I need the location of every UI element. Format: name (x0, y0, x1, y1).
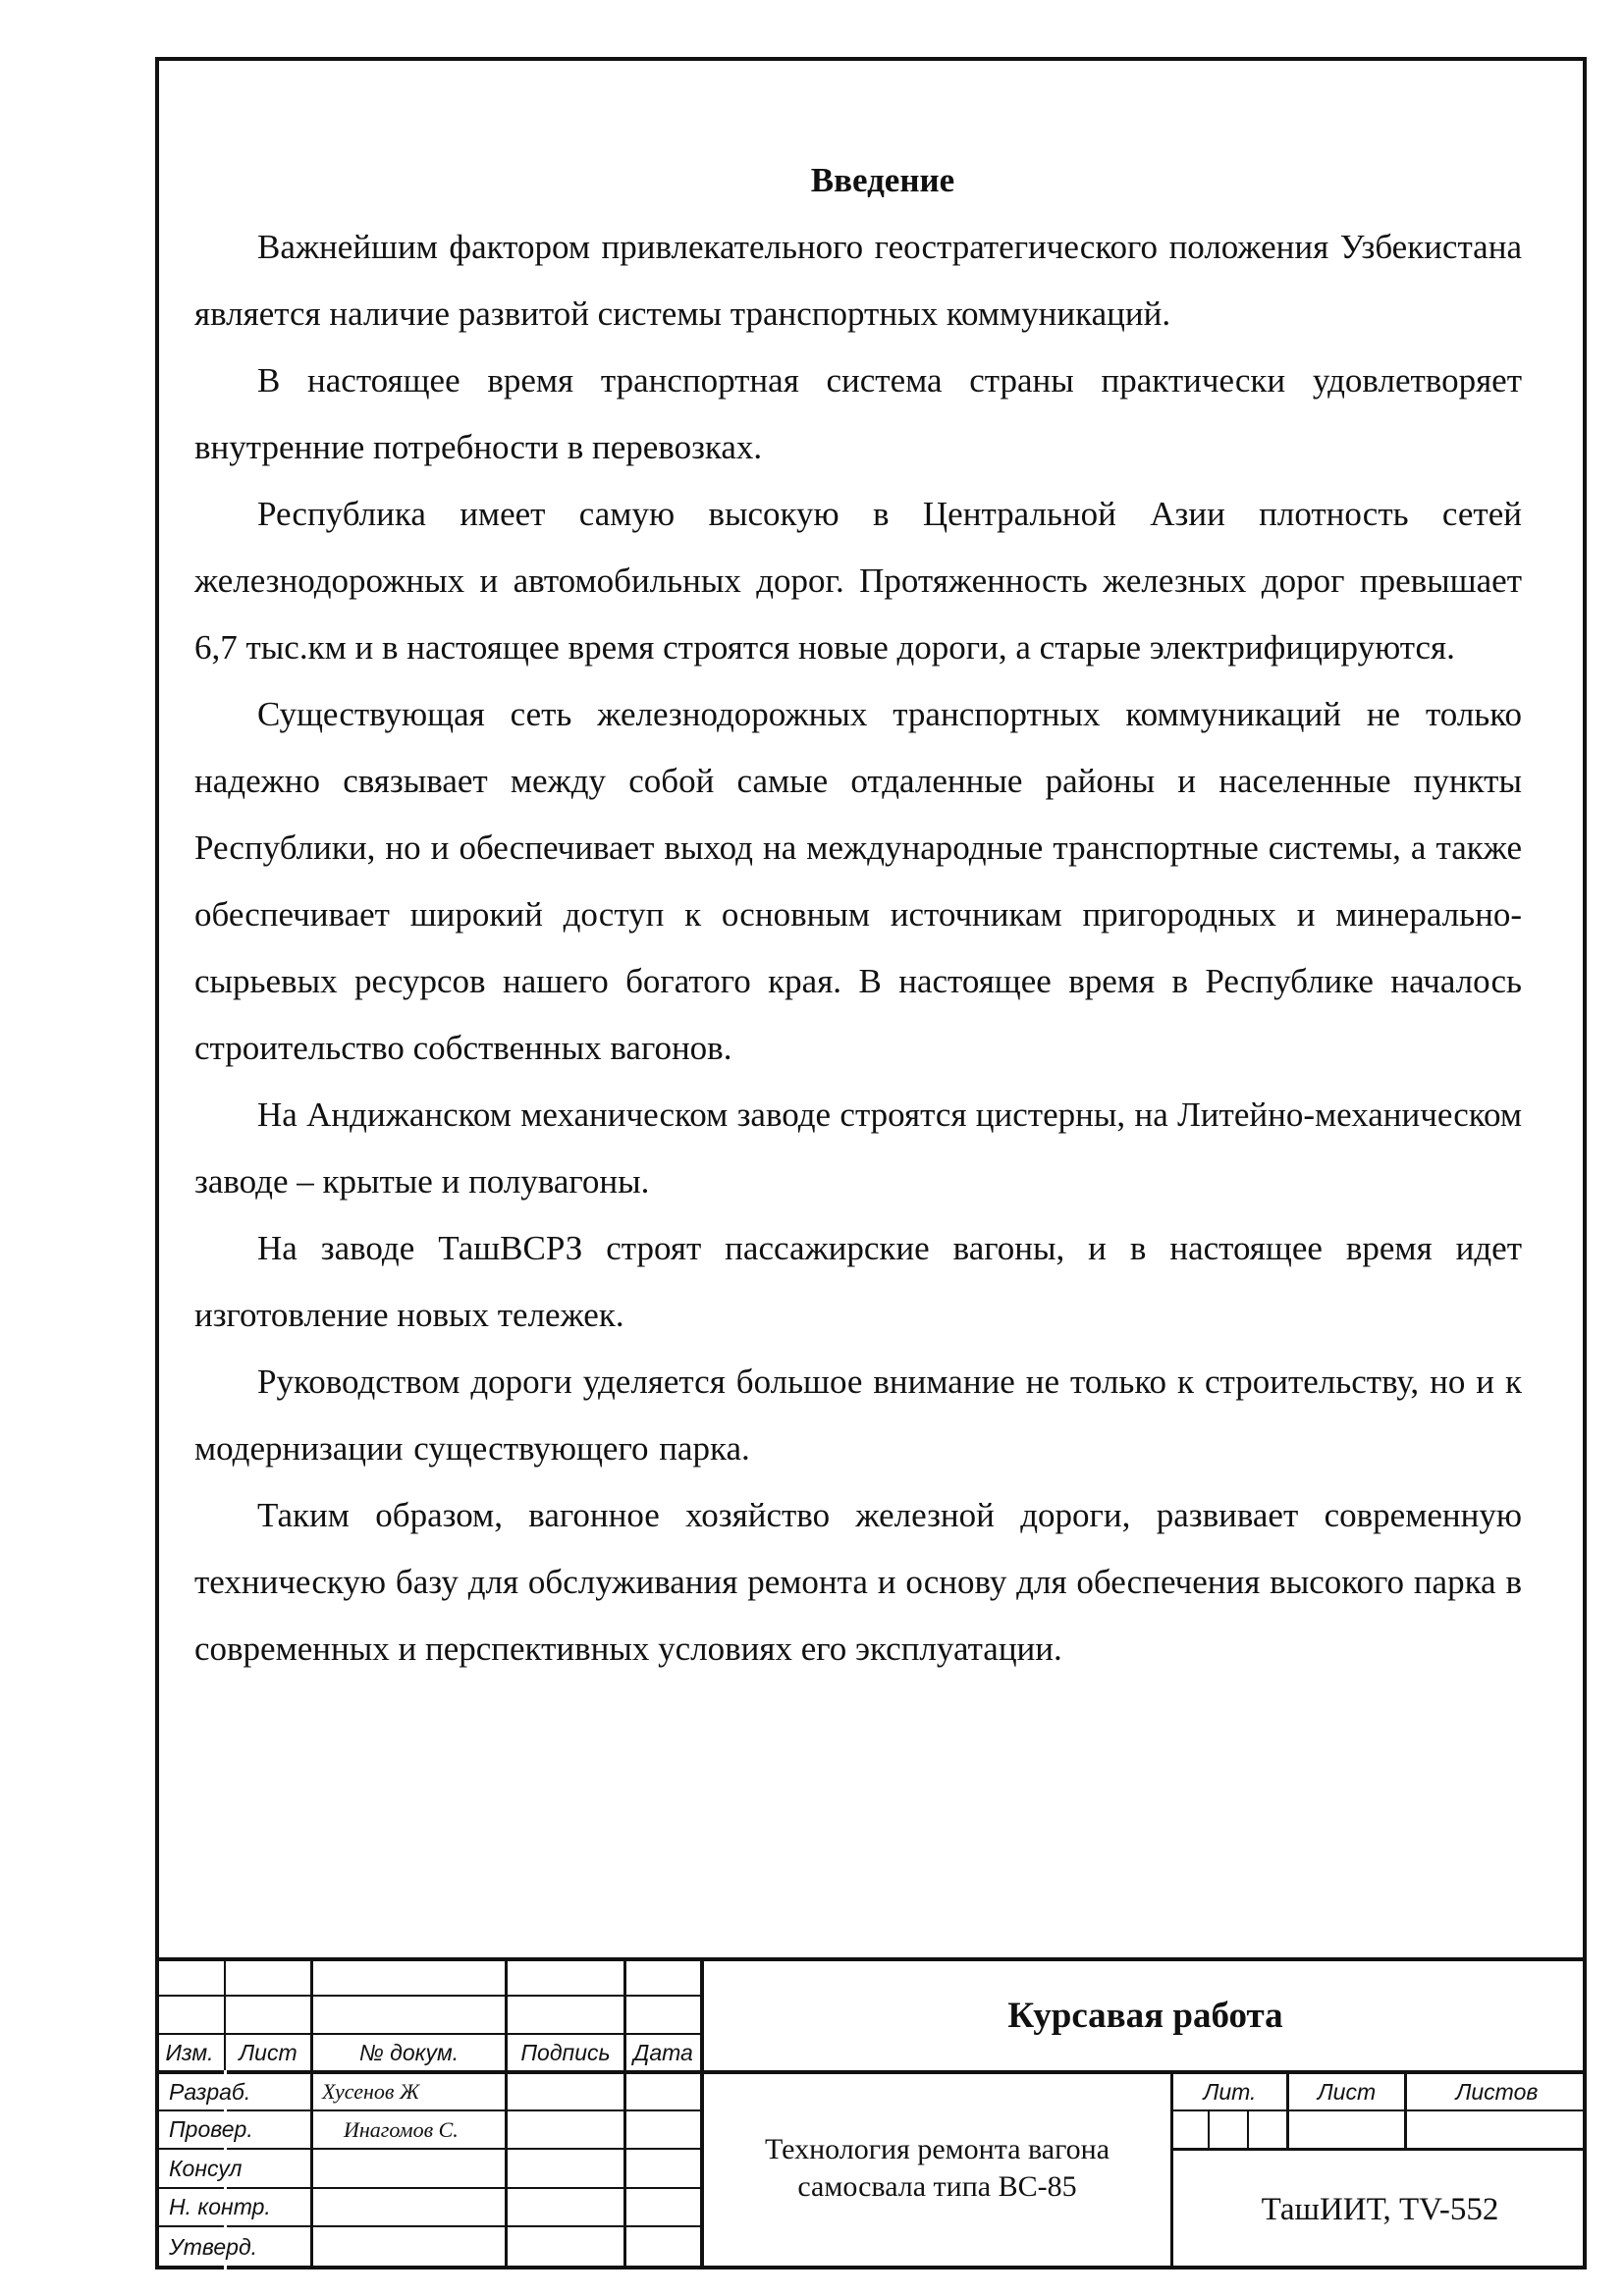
stamp-divider (1247, 2109, 1249, 2149)
sheet-label: Лист (1317, 2078, 1377, 2105)
header-data: Дата (633, 2039, 693, 2065)
role-nkontr: Н. контр. (169, 2194, 271, 2219)
stamp-divider (623, 1957, 626, 2269)
stamp-rule (1170, 2109, 1587, 2111)
organization: ТашИИТ, TV-552 (1261, 2192, 1499, 2227)
paragraph-8: Таким образом, вагонное хозяйство железной дороги, развивает современную техническую базу для обслуживания ремонта и основу для обеспечения высокого парка в современных и перспективных условиях его эксплуатации. (194, 1496, 1522, 1668)
name-razrab: Хусенов Ж (322, 2079, 420, 2104)
stamp-divider (505, 1957, 508, 2269)
paragraph-3: Республика имеет самую высокую в Центральной Азии плотность сетей железнодорожных и автомобильных дорог. Протяженность железных дорог превышает 6,7 тыс.км и в настоящее время строятся новые дороги, а старые электрифицируются. (194, 495, 1522, 667)
work-topic (704, 2109, 1170, 2227)
paragraph-5: На Андижанском механическом заводе строятся цистерны, на Литейно-механическом заводе – крытые и полувагоны. (194, 1095, 1522, 1201)
role-utverd: Утверд. (169, 2233, 258, 2260)
lit-label: Лит. (1203, 2078, 1257, 2105)
header-podpis: Подпись (520, 2039, 611, 2065)
stamp-divider (1208, 2109, 1210, 2149)
topic-line-2: самосвала типа ВС-85 (797, 2170, 1077, 2203)
paragraph-6: На заводе ТашВСРЗ строят пассажирские вагоны, и в настоящее время идет изготовление новых тележек. (194, 1229, 1522, 1334)
header-izm: Изм. (165, 2039, 214, 2065)
document-title: Введение (810, 161, 955, 199)
paragraph-1: Важнейшим фактором привлекательного геостратегического положения Узбекистана является наличие развитой системы транспортных коммуникаций. (194, 228, 1522, 333)
sheets-label: Листов (1455, 2078, 1539, 2105)
paragraph-7: Руководством дороги уделяется большое внимание не только к строительству, но и к модернизации существующего парка. (194, 1362, 1522, 1468)
topic-line-1: Технология ремонта вагона (764, 2133, 1110, 2165)
role-prover: Провер. (169, 2116, 253, 2142)
paragraph-2: В настоящее время транспортная система страны практически удовлетворяет внутренние потребности в перевозках. (194, 361, 1522, 466)
paragraph-4: Существующая сеть железнодорожных транспортных коммуникаций не только надежно связывает между собой самые отдаленные районы и населенные пункты Республики, но и обеспечивает выход на международные транспортные системы, а также обеспечивает широкий доступ к основным источникам пригородных и минерально-сырьевых ресурсов нашего богатого края. В настоящее время в Республике началось строительство собственных вагонов. (194, 695, 1522, 1067)
role-konsul: Консул (169, 2155, 243, 2181)
header-dokum: № докум. (358, 2039, 460, 2065)
document-body (194, 147, 1522, 1682)
work-type: Курсавая работа (1007, 1996, 1283, 2036)
header-list: Лист (239, 2039, 298, 2065)
stamp-rule (155, 1995, 702, 1997)
title-block (155, 1957, 1587, 2269)
name-prover: Инагомов С. (344, 2116, 459, 2142)
role-razrab: Разраб. (169, 2078, 251, 2105)
